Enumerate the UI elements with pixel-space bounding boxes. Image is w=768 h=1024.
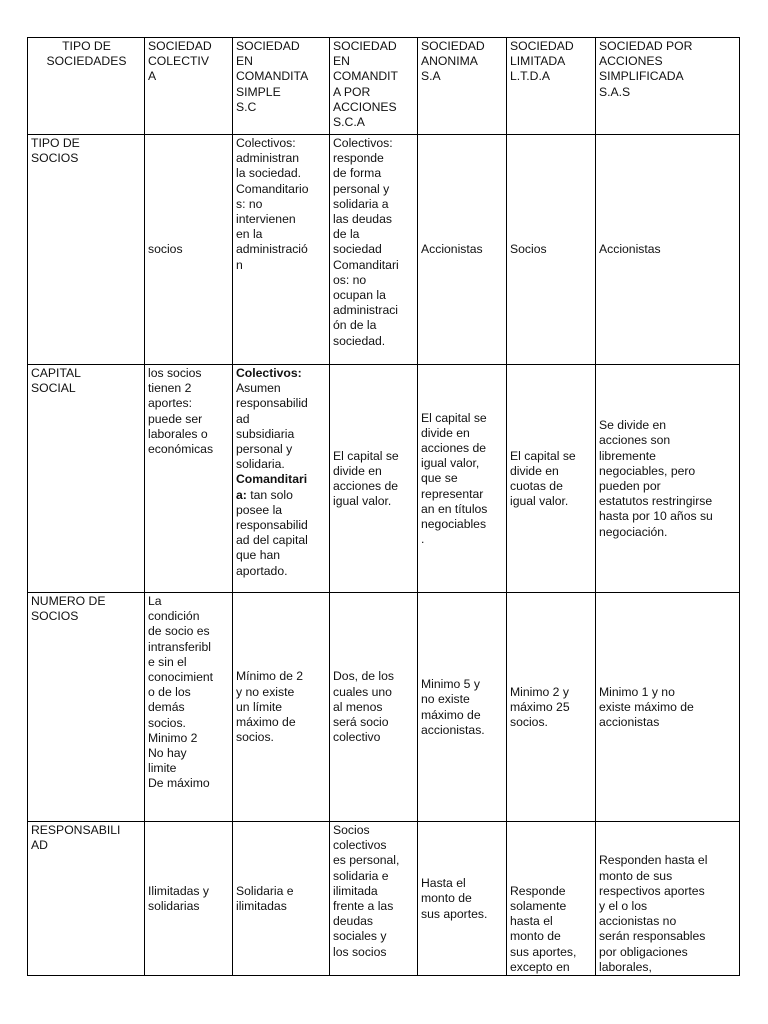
comanditaria-text: tan solo posee la responsabilid ad del capital que han aportado. — [236, 487, 308, 578]
header-limitada: SOCIEDAD LIMITADA L.T.D.A — [507, 38, 596, 135]
cell-sas: Responden hasta el monto de sus respectivos aportes y el o los accionistas no serán responsables por obligaciones laborales, — [596, 822, 740, 976]
row-tipo-socios — [28, 135, 740, 365]
header-tipo-sociedades: TIPO DE SOCIEDADES — [28, 38, 145, 135]
comanditaria-heading: Comanditari a: — [236, 472, 308, 502]
cell-comandita-simple: Colectivos: administran la sociedad. Comanditario s: no intervienen en la administració n — [233, 135, 330, 365]
cell-comandita-simple: Solidaria e ilimitadas — [233, 822, 330, 976]
cell-colectiva: los socios tienen 2 aportes: puede ser laborales o económicas — [145, 365, 233, 593]
cell-comandita-simple — [233, 365, 330, 593]
cell-colectiva: Ilimitadas y solidarias — [145, 822, 233, 976]
row-responsabilidad — [28, 822, 740, 976]
header-comandita-acciones: SOCIEDAD EN COMANDIT A POR ACCIONES S.C.A — [330, 38, 418, 135]
cell-anonima: Hasta el monto de sus aportes. — [418, 822, 507, 976]
row-label: TIPO DE SOCIOS — [28, 135, 145, 365]
cell-sas: Minimo 1 y no existe máximo de accionistas — [596, 593, 740, 822]
header-anonima: SOCIEDAD ANONIMA S.A — [418, 38, 507, 135]
row-label: CAPITAL SOCIAL — [28, 365, 145, 593]
header-row — [28, 38, 740, 135]
colectivos-text: Asumen responsabilid ad subsidiaria personal y solidaria. — [236, 381, 308, 472]
cell-comandita-simple: Mínimo de 2 y no existe un límite máximo de socios. — [233, 593, 330, 822]
row-capital-social — [28, 365, 740, 593]
cell-comandita-acciones: Dos, de los cuales uno al menos será socio colectivo — [330, 593, 418, 822]
header-comandita-simple: SOCIEDAD EN COMANDITA SIMPLE S.C — [233, 38, 330, 135]
cell-limitada: El capital se divide en cuotas de igual valor. — [507, 365, 596, 593]
cell-comandita-acciones: Colectivos: responde de forma personal y solidaria a las deudas de la sociedad Comanditari os: no ocupan la administraci ón de la sociedad. — [330, 135, 418, 365]
cell-anonima: El capital se divide en acciones de igual valor, que se representar an en títulos negociables . — [418, 365, 507, 593]
row-label: RESPONSABILI AD — [28, 822, 145, 976]
header-sas: SOCIEDAD POR ACCIONES SIMPLIFICADA S.A.S — [596, 38, 740, 135]
sociedades-table — [27, 37, 740, 976]
row-label: NUMERO DE SOCIOS — [28, 593, 145, 822]
cell-limitada: Minimo 2 y máximo 25 socios. — [507, 593, 596, 822]
cell-sas: Se divide en acciones son libremente negociables, pero pueden por estatutos restringirse hasta por 10 años su negociación. — [596, 365, 740, 593]
cell-limitada: Socios — [507, 135, 596, 365]
cell-colectiva: La condición de socio es intransferibl e sin el conocimient o de los demás socios. Minimo 2 No hay limite De máximo — [145, 593, 233, 822]
cell-comandita-acciones: Socios colectivos es personal, solidaria e ilimitada frente a las deudas sociales y los socios — [330, 822, 418, 976]
header-colectiva: SOCIEDAD COLECTIV A — [145, 38, 233, 135]
colectivos-heading: Colectivos: — [236, 366, 302, 380]
cell-anonima: Accionistas — [418, 135, 507, 365]
row-numero-socios — [28, 593, 740, 822]
cell-limitada: Responde solamente hasta el monto de sus aportes, excepto en — [507, 822, 596, 976]
cell-colectiva: socios — [145, 135, 233, 365]
cell-sas: Accionistas — [596, 135, 740, 365]
cell-comandita-acciones: El capital se divide en acciones de igual valor. — [330, 365, 418, 593]
cell-anonima: Minimo 5 y no existe máximo de accionistas. — [418, 593, 507, 822]
